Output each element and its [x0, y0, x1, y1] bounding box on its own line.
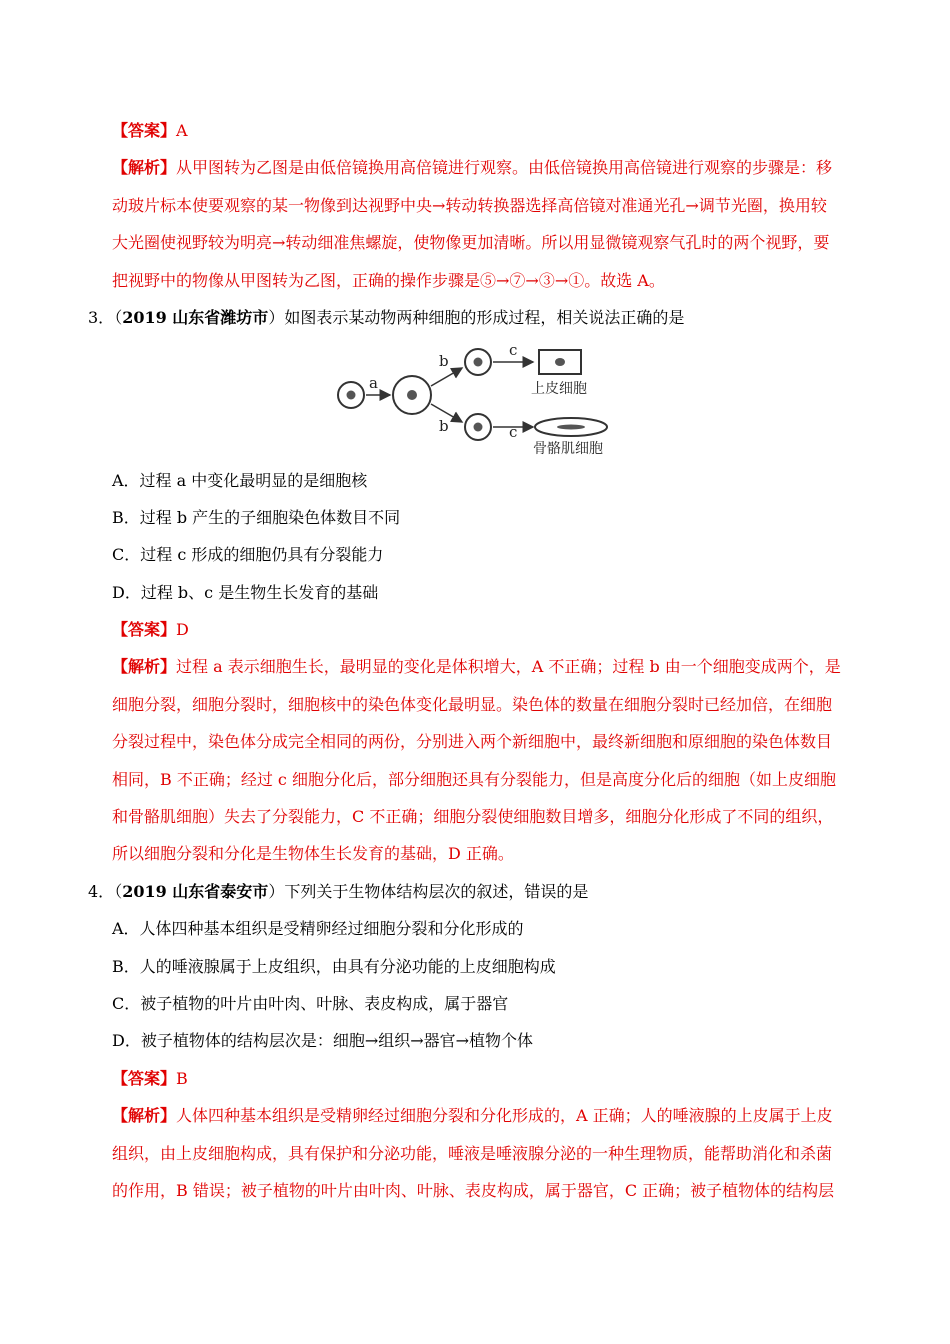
- grown-cell: [393, 376, 431, 414]
- q3-option-c: C．过程 c 形成的细胞仍具有分裂能力: [112, 545, 384, 564]
- answer-value: A: [176, 121, 188, 140]
- analysis-tag: 【解析】: [112, 1106, 177, 1125]
- answer-tag: 【答案】: [112, 121, 177, 140]
- epithelial-cell-label: 上皮细胞: [531, 381, 587, 397]
- skeletal-muscle-cell: [535, 418, 607, 436]
- q3-analysis-line-1: [112, 657, 841, 677]
- q2-analysis-line-1: [112, 158, 832, 178]
- q3-analysis-line-2: 细胞分裂，细胞分裂时，细胞核中的染色体变化最明显。染色体的数量在细胞分裂时已经加倍，在细胞: [112, 695, 833, 714]
- answer-value: D: [176, 620, 189, 639]
- source-paren-open: （: [114, 308, 123, 327]
- q4-stem: [88, 882, 588, 902]
- question-number: 4．: [88, 882, 115, 901]
- cell-formation-diagram: [333, 340, 623, 458]
- q2-analysis-line-3: 大光圈使视野较为明亮→转动细准焦螺旋，使物像更加清晰。所以用显微镜观察气孔时的两个视野，要: [112, 233, 830, 252]
- epithelial-cell: [539, 350, 581, 374]
- q4-analysis-line-2: 组织，由上皮细胞构成，具有保护和分泌功能，唾液是唾液腺分泌的一种生理物质，能帮助消化和杀菌: [112, 1144, 833, 1163]
- q3-analysis-line-5: 和骨骼肌细胞）失去了分裂能力，C 不正确；细胞分裂使细胞数目增多，细胞分化形成了不同的组织，: [112, 807, 834, 826]
- q2-answer: [112, 121, 188, 141]
- q2-analysis-line-2: 动玻片标本使要观察的某一物像到达视野中央→转动转换器选择高倍镜对准通光孔→调节光圈，换用较: [112, 196, 827, 215]
- q4-analysis-line-1: [112, 1106, 833, 1126]
- q3-analysis-line-3: 分裂过程中，染色体分成完全相同的两份，分别进入两个新细胞中，最终新细胞和原细胞的染色体数目: [112, 732, 833, 751]
- question-source: 2019 山东省潍坊市: [122, 308, 269, 327]
- q3-stem: [88, 308, 684, 328]
- q3-analysis-line-4: 相同，B 不正确；经过 c 细胞分化后，部分细胞还具有分裂能力，但是高度分化后的细胞（如上皮细胞: [112, 770, 836, 789]
- q4-option-d: D．被子植物体的结构层次是：细胞→组织→器官→植物个体: [112, 1031, 534, 1050]
- q3-option-a: A．过程 a 中变化最明显的是细胞核: [112, 471, 368, 490]
- q4-analysis-line-3: 的作用，B 错误；被子植物的叶片由叶肉、叶脉、表皮构成，属于器官，C 正确；被子植物体的结构层: [112, 1181, 835, 1200]
- daughter-cell-upper: [465, 349, 491, 375]
- question-text: 下列关于生物体结构层次的叙述，错误的是: [284, 882, 589, 901]
- label-b-lower: b: [439, 417, 449, 435]
- label-c-upper: c: [509, 341, 518, 359]
- analysis-tag: 【解析】: [112, 158, 177, 177]
- q4-option-b: B．人的唾液腺属于上皮组织，由具有分泌功能的上皮细胞构成: [112, 957, 556, 976]
- label-a: a: [369, 374, 378, 392]
- q3-option-b: B．过程 b 产生的子细胞染色体数目不同: [112, 508, 401, 527]
- question-source: 2019 山东省泰安市: [122, 882, 269, 901]
- question-number: 3．: [88, 308, 115, 327]
- label-b-upper: b: [439, 352, 449, 370]
- answer-value: B: [176, 1069, 188, 1088]
- q4-option-a: A．人体四种基本组织是受精卵经过细胞分裂和分化形成的: [112, 919, 524, 938]
- q4-answer: [112, 1069, 188, 1089]
- source-paren-open: （: [114, 882, 123, 901]
- initial-cell: [338, 382, 364, 408]
- label-c-lower: c: [509, 423, 518, 441]
- q2-analysis-line-4: 把视野中的物像从甲图转为乙图，正确的操作步骤是⑤→⑦→③→①。故选 A。: [112, 271, 665, 290]
- source-paren-close: ）: [268, 882, 285, 901]
- analysis-text: 过程 a 表示细胞生长，最明显的变化是体积增大，A 不正确；过程 b 由一个细胞变成两个，是: [176, 657, 841, 676]
- q3-option-d: D．过程 b、c 是生物生长发育的基础: [112, 583, 379, 602]
- question-text: 如图表示某动物两种细胞的形成过程，相关说法正确的是: [284, 308, 685, 327]
- q3-analysis-line-6: 所以细胞分裂和分化是生物体生长发育的基础，D 正确。: [112, 844, 514, 863]
- analysis-text: 人体四种基本组织是受精卵经过细胞分裂和分化形成的，A 正确；人的唾液腺的上皮属于上皮: [176, 1106, 833, 1125]
- analysis-tag: 【解析】: [112, 657, 177, 676]
- daughter-cell-lower: [465, 414, 491, 440]
- q4-option-c: C．被子植物的叶片由叶肉、叶脉、表皮构成，属于器官: [112, 994, 509, 1013]
- q3-answer: [112, 620, 189, 640]
- answer-tag: 【答案】: [112, 1069, 177, 1088]
- analysis-text: 从甲图转为乙图是由低倍镜换用高倍镜进行观察。由低倍镜换用高倍镜进行观察的步骤是：移: [176, 158, 833, 177]
- source-paren-close: ）: [268, 308, 285, 327]
- arrow-b-upper: [431, 368, 462, 386]
- skeletal-muscle-cell-label: 骨骼肌细胞: [533, 441, 603, 457]
- answer-tag: 【答案】: [112, 620, 177, 639]
